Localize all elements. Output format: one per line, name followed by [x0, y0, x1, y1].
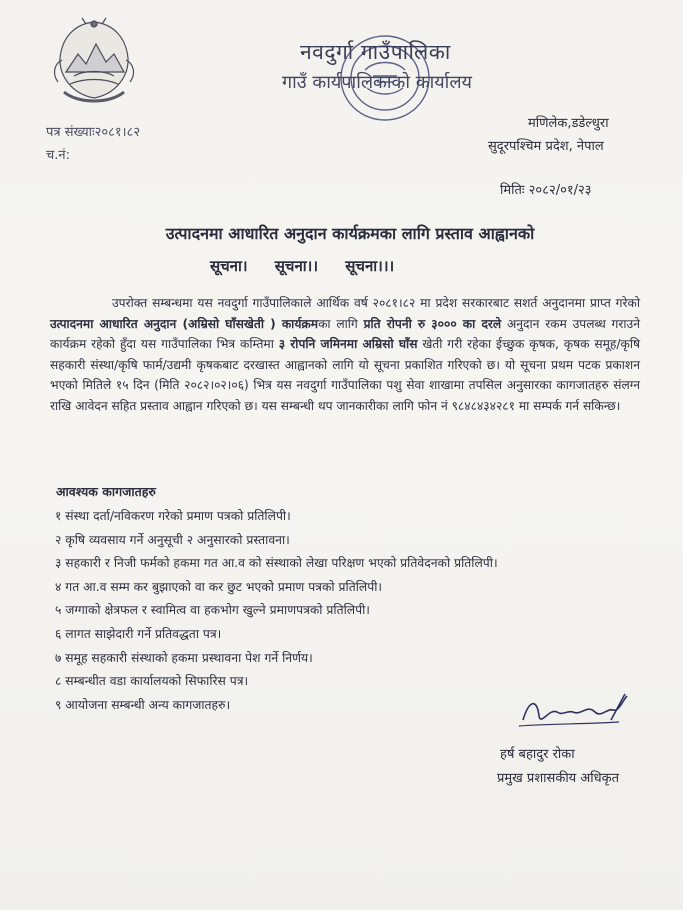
body-program-name: उत्पादनमा आधारित अनुदान (अम्रिसो घाँसखेती ) कार्यक्रम: [50, 316, 319, 331]
signer-name: हर्ष बहादुर रोका: [500, 747, 575, 762]
list-item: ७ समूह सहकारी संस्थाको हकमा प्रस्थावना पेश गर्ने निर्णय।: [55, 650, 313, 665]
list-item: ४ गत आ.व सम्म कर बुझाएको वा कर छुट भएको प्रमाण पत्रको प्रतिलिपी।: [55, 579, 383, 594]
body-rate: प्रति रोपनी रु ३००० का दरले: [363, 316, 502, 331]
list-item: ९ आयोजना सम्बन्धी अन्य कागजातहरु।: [55, 697, 231, 712]
notice-word-1: सूचना।: [210, 257, 248, 275]
notice-title: उत्पादनमा आधारित अनुदान कार्यक्रमका लागि प्रस्ताव आह्वानको: [165, 224, 535, 243]
body-part-1: उपरोक्त सम्बन्धमा यस नवदुर्गा गाउँपालिकाले आर्थिक वर्ष २०८१।८२ मा प्रदेश सरकारबाट सशर्त अनुदानमा प्राप्त गरेको: [112, 296, 640, 310]
signature-icon: [515, 690, 635, 732]
body-part-7: खेती गरी रहेका ईच्छुक कृषक, कृषक समूह/कृषि सहकारी संस्था/कृषि फार्म/उद्यमी कृषकबाट दरखास्त आह्वानको लागि यो सूचना प्रकाशित गरिएको छ। यो सूचना प्रथम पटक प्रकाशन भएको मितिले १५ दिन (मिति २०८२।०२।०६) भित्र यस नवदुर्गा गाउँपालिका पशु सेवा शाखामा तपसिल अनुसारका कागजातहरु संलग्न राखि आवेदन सहित प्रस्ताव आह्वान गरिएको छ। यस सम्बन्धी थप जानकारीका लागि फोन नं ९८४८४३४२८१ मा सम्पर्क गर्न सकिन्छ।: [50, 337, 641, 413]
list-item: ६ लागत साझेदारी गर्ने प्रतिवद्धता पत्र।: [55, 626, 222, 641]
body-part-3: का लागि: [318, 316, 358, 331]
office-subtitle: गाउँ कार्यपालिकाको कार्यालय: [282, 72, 472, 93]
list-item: ३ सहकारी र निजी फर्मको हकमा गत आ.व को संस्थाको लेखा परिक्षण भएको प्रतिवेदनको प्रतिलिपी।: [55, 556, 498, 571]
nepal-emblem-icon: [44, 14, 144, 106]
office-name: नवदुर्गा गाउँपालिका: [300, 40, 451, 64]
notice-word-2: सूचना।।: [274, 257, 319, 275]
notice-heading: [210, 256, 416, 276]
list-item: १ संस्था दर्ता/नविकरण गरेको प्रमाण पत्रको प्रतिलिपी।: [55, 509, 291, 523]
notice-body: [50, 293, 640, 416]
office-stamp-icon: [335, 30, 435, 125]
requirements-title: आवश्यक कागजातहरु: [56, 484, 156, 499]
notice-word-3: सूचना।।।: [345, 257, 395, 275]
address-line-2: सुदूरपश्चिम प्रदेश, नेपाल: [488, 139, 604, 154]
list-item: ५ जग्गाको क्षेत्रफल र स्वामित्व वा हकभोग खुल्ने प्रमाणपत्रको प्रतिलिपी।: [55, 603, 370, 618]
letter-date: मितिः २०८२/०१/२३: [500, 183, 592, 198]
list-item: ८ सम्बन्धीत वडा कार्यालयको सिफारिस पत्र।: [55, 674, 249, 689]
dispatch-number: च.नं:: [46, 148, 70, 163]
requirements-list: [55, 505, 498, 717]
body-min-land: ३ रोपनि जमिनमा अम्रिसो घाँस: [278, 337, 418, 351]
list-item: २ कृषि व्यवसाय गर्ने अनुसूची २ अनुसारको प्रस्तावना।: [55, 532, 290, 547]
address-line-1: मणिलेक,डडेल्धुरा: [528, 116, 609, 131]
signer-title: प्रमुख प्रशासकीय अधिकृत: [497, 771, 620, 786]
reference-number: पत्र संख्याः२०८१।८२: [46, 125, 141, 140]
body-part-5: अनुदान रकम उपलब्ध गराउने कार्यक्रम रहेको हुँदा यस गाउँपालिका भित्र कम्तिमा: [50, 316, 640, 351]
